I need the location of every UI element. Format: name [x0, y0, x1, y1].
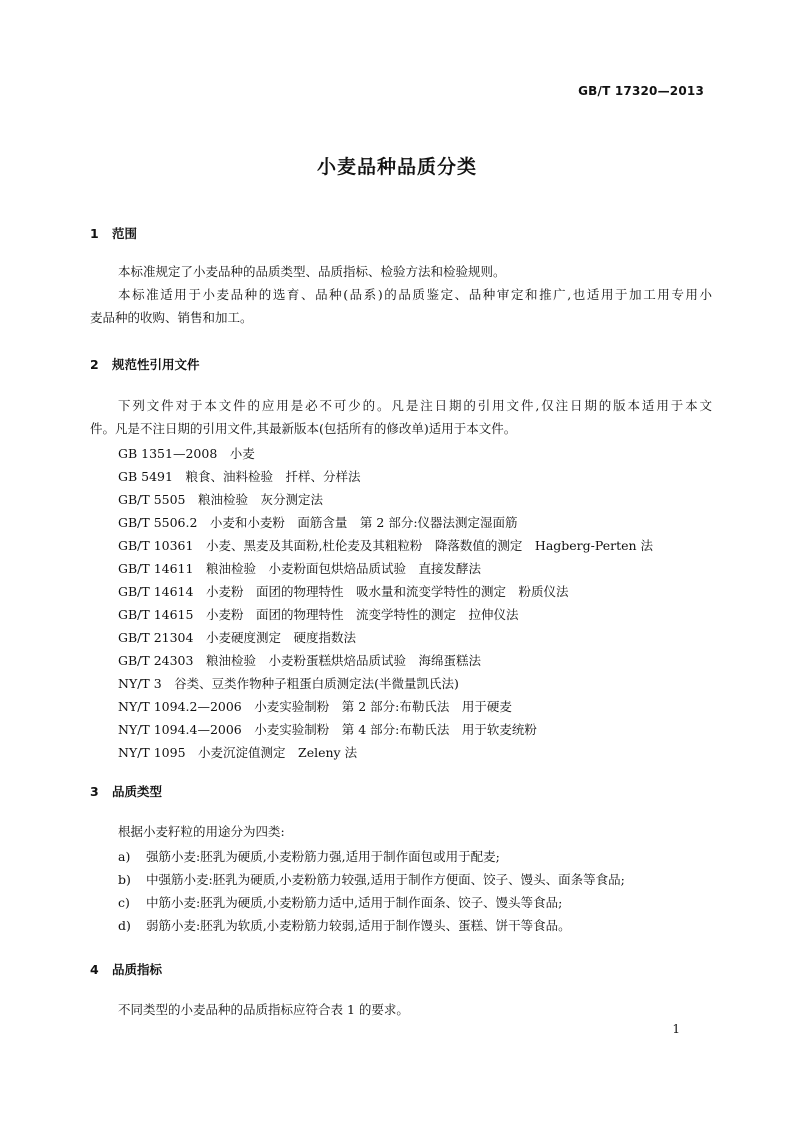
section-heading-normative-references	[90, 355, 200, 373]
reference-item: GB/T 24303 粮油检验 小麦粉蛋糕烘焙品质试验 海绵蛋糕法	[118, 653, 481, 668]
section-title: 范围	[112, 226, 138, 241]
references-intro-line-1: 下列文件对于本文件的应用是必不可少的。凡是注日期的引用文件,仅注日期的版本适用于本文	[118, 398, 712, 413]
scope-paragraph-2-line-1: 本标准适用于小麦品种的选育、品种(品系)的品质鉴定、品种审定和推广,也适用于加工用专用小	[118, 287, 712, 302]
reference-item: GB/T 14615 小麦粉 面团的物理特性 流变学特性的测定 拉伸仪法	[118, 607, 519, 622]
section-heading-quality-types	[90, 782, 162, 800]
reference-item: GB 5491 粮食、油料检验 扦样、分样法	[118, 469, 361, 484]
document-title: 小麦品种品质分类	[316, 156, 477, 178]
reference-item: NY/T 3 谷类、豆类作物种子粗蛋白质测定法(半微量凯氏法)	[118, 676, 459, 691]
section-title: 规范性引用文件	[112, 357, 200, 372]
list-text: 中强筋小麦:胚乳为硬质,小麦粉筋力较强,适用于制作方便面、饺子、馒头、面条等食品;	[146, 872, 625, 887]
list-text: 强筋小麦:胚乳为硬质,小麦粉筋力强,适用于制作面包或用于配麦;	[146, 849, 500, 864]
list-marker: a)	[118, 849, 131, 864]
section-number: 3	[90, 784, 99, 799]
list-marker: c)	[118, 895, 130, 910]
reference-item: GB/T 5506.2 小麦和小麦粉 面筋含量 第 2 部分:仪器法测定湿面筋	[118, 515, 518, 530]
section-number: 1	[90, 226, 99, 241]
page-number: 1	[672, 1022, 680, 1036]
reference-item: GB/T 14614 小麦粉 面团的物理特性 吸水量和流变学特性的测定 粉质仪法	[118, 584, 569, 599]
list-item	[118, 847, 500, 865]
list-item	[118, 893, 562, 911]
scope-paragraph-2-line-2: 麦品种的收购、销售和加工。	[90, 310, 253, 325]
standard-code: GB/T 17320—2013	[578, 84, 704, 98]
reference-item: GB/T 5505 粮油检验 灰分测定法	[118, 492, 324, 507]
reference-item: NY/T 1094.2—2006 小麦实验制粉 第 2 部分:布勒氏法 用于硬麦	[118, 699, 512, 714]
reference-item: GB/T 21304 小麦硬度测定 硬度指数法	[118, 630, 356, 645]
section-number: 4	[90, 962, 99, 977]
references-intro-line-2: 件。凡是不注日期的引用文件,其最新版本(包括所有的修改单)适用于本文件。	[90, 421, 517, 436]
scope-paragraph-1: 本标准规定了小麦品种的品质类型、品质指标、检验方法和检验规则。	[118, 264, 506, 279]
list-marker: d)	[118, 918, 131, 933]
reference-item: GB 1351—2008 小麦	[118, 446, 255, 461]
reference-item: NY/T 1095 小麦沉淀值测定 Zeleny 法	[118, 745, 358, 760]
section-heading-quality-indicators	[90, 960, 162, 978]
reference-item: NY/T 1094.4—2006 小麦实验制粉 第 4 部分:布勒氏法 用于软麦统粉	[118, 722, 537, 737]
quality-types-intro: 根据小麦籽粒的用途分为四类:	[118, 824, 285, 839]
list-item	[118, 916, 571, 934]
section-heading-scope	[90, 224, 137, 242]
section-number: 2	[90, 357, 99, 372]
section-title: 品质类型	[112, 784, 163, 799]
section-title: 品质指标	[112, 962, 163, 977]
reference-item: GB/T 10361 小麦、黑麦及其面粉,杜伦麦及其粗粒粉 降落数值的测定 Hagberg-Perten 法	[118, 538, 654, 553]
quality-indicators-paragraph: 不同类型的小麦品种的品质指标应符合表 1 的要求。	[118, 1002, 409, 1017]
reference-item: GB/T 14611 粮油检验 小麦粉面包烘焙品质试验 直接发酵法	[118, 561, 481, 576]
list-marker: b)	[118, 872, 131, 887]
list-item	[118, 870, 625, 888]
list-text: 弱筋小麦:胚乳为软质,小麦粉筋力较弱,适用于制作馒头、蛋糕、饼干等食品。	[146, 918, 571, 933]
list-text: 中筋小麦:胚乳为硬质,小麦粉筋力适中,适用于制作面条、饺子、馒头等食品;	[146, 895, 563, 910]
